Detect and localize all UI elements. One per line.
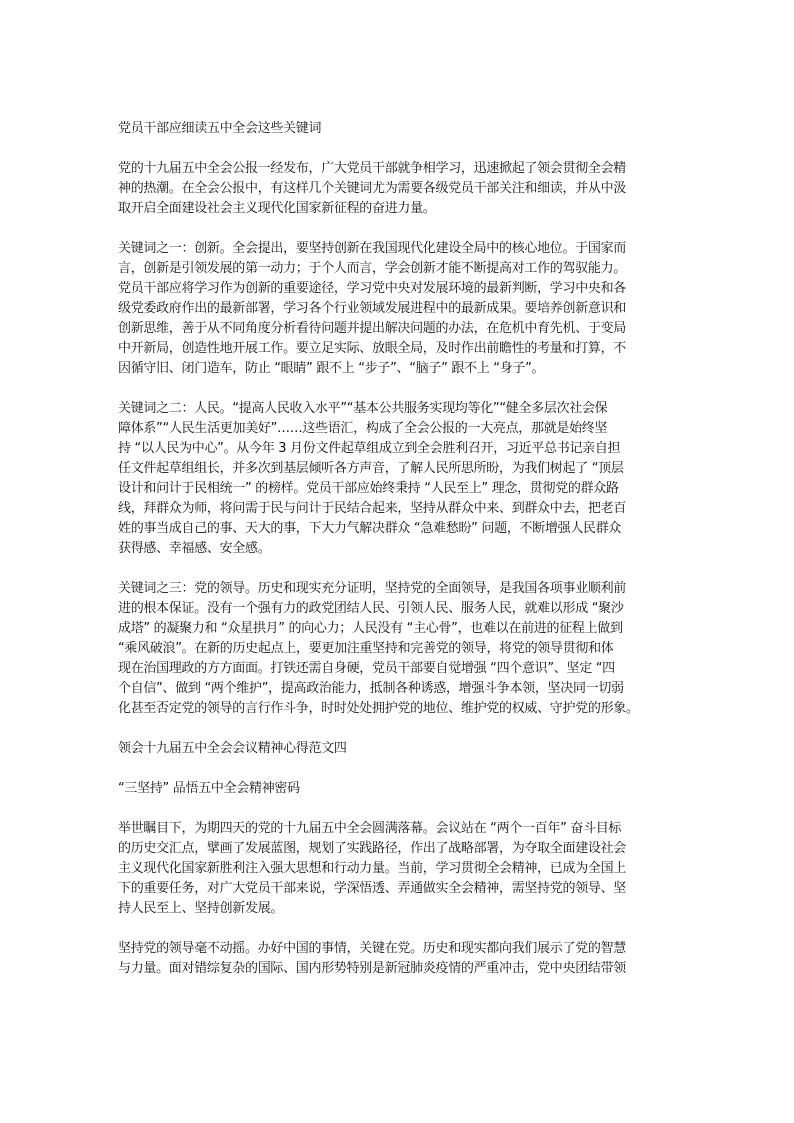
paragraph-keyword-innovation bbox=[118, 239, 680, 379]
text-line: 设计和问计于民相统一” 的榜样。党员干部应始终秉持 “人民至上” 理念，贯彻党的群众路 bbox=[118, 481, 619, 496]
text-line: 举世瞩目下，为期四天的党的十九届五中全会圆满落幕。会议站在 “两个一百年” 奋斗目标 bbox=[118, 821, 622, 836]
text-line: 神的热潮。在全会公报中，有这样几个关键词尤为需要各级党员干部关注和细读，并从中汲 bbox=[118, 181, 627, 196]
text-line: 主义现代化国家新胜利注入强大思想和行动力量。当前，学习贯彻全会精神，已成为全国上 bbox=[118, 861, 627, 876]
text-line: 领会十九届五中全会会议精神心得范文四 bbox=[118, 741, 347, 756]
text-line: 持人民至上、坚持创新发展。 bbox=[118, 901, 284, 916]
text-line: “乘风破浪”。在新的历史起点上，要更加注重坚持和完善党的领导，将党的领导贯彻和体 bbox=[118, 641, 614, 656]
text-line: 关键词之二：人民。“提高人民收入水平”“基本公共服务实现均等化”“健全多层次社会保 bbox=[118, 401, 608, 416]
paragraph-keyword-people bbox=[118, 399, 680, 559]
text-line: 持 “以人民为中心”。从今年 3 月份文件起草组成立到全会胜利召开，习近平总书记亲自担 bbox=[118, 441, 621, 456]
heading-title-1 bbox=[118, 119, 680, 139]
document-body bbox=[118, 119, 680, 999]
text-line: “三坚持” 品悟五中全会精神密码 bbox=[118, 781, 300, 796]
heading-title-3 bbox=[118, 779, 680, 799]
text-line: 党员干部应细读五中全会这些关键词 bbox=[118, 121, 322, 136]
text-line: 与力量。面对错综复杂的国际、国内形势特别是新冠肺炎疫情的严重冲击，党中央团结带领 bbox=[118, 961, 627, 976]
paragraph-plenum-summary bbox=[118, 819, 680, 919]
text-line: 下的重要任务，对广大党员干部来说，学深悟透、弄通做实全会精神，需坚持党的领导、坚 bbox=[118, 881, 627, 896]
text-line: 党的十九届五中全会公报一经发布，广大党员干部就争相学习，迅速掀起了领会贯彻全会精 bbox=[118, 161, 627, 176]
text-line: 任文件起草组组长，并多次到基层倾听各方声音，了解人民所思所盼，为我们树起了 “顶层 bbox=[118, 461, 624, 476]
paragraph-intro bbox=[118, 159, 680, 219]
text-line: 取开启全面建设社会主义现代化国家新征程的奋进力量。 bbox=[118, 201, 436, 216]
text-line: 获得感、幸福感、安全感。 bbox=[118, 541, 271, 556]
text-line: 障体系”“人民生活更加美好”……这些语汇，构成了全会公报的一大亮点，那就是始终坚 bbox=[118, 421, 608, 436]
text-line: 关键词之一：创新。全会提出，要坚持创新在我国现代化建设全局中的核心地位。于国家而 bbox=[118, 241, 627, 256]
text-line: 关键词之三：党的领导。历史和现实充分证明，坚持党的全面领导，是我国各项事业顺利前 bbox=[118, 581, 627, 596]
text-line: 党员干部应将学习作为创新的重要途径，学习党中央对发展环境的最新判断，学习中央和各 bbox=[118, 281, 627, 296]
text-line: 现在治国理政的方方面面。打铁还需自身硬，党员干部要自觉增强 “四个意识”、坚定 “四 bbox=[118, 661, 615, 676]
text-line: 级党委政府作出的最新部署，学习各个行业领域发展进程中的最新成果。要培养创新意识和 bbox=[118, 301, 627, 316]
paragraph-party-leadership-firm bbox=[118, 939, 680, 979]
text-line: 个自信”、做到 “两个维护”，提高政治能力，抵制各种诱惑，增强斗争本领，坚决同一切弱 bbox=[118, 681, 624, 696]
text-line: 的历史交汇点，擘画了发展蓝图，规划了实践路径，作出了战略部署，为夺取全面建设社会 bbox=[118, 841, 627, 856]
heading-title-2 bbox=[118, 739, 680, 759]
text-line: 言，创新是引领发展的第一动力；于个人而言，学会创新才能不断提高对工作的驾驭能力。 bbox=[118, 261, 627, 276]
paragraph-keyword-party-leadership bbox=[118, 579, 680, 719]
text-line: 因循守旧、闭门造车，防止 “眼睛” 跟不上 “步子”、“脑子” 跟不上 “身子”。 bbox=[118, 361, 545, 376]
text-line: 化甚至否定党的领导的言行作斗争，时时处处拥护党的地位、维护党的权威、守护党的形象。 bbox=[118, 701, 639, 716]
text-line: 创新思维，善于从不同角度分析看待问题并提出解决问题的办法，在危机中育先机、于变局 bbox=[118, 321, 627, 336]
text-line: 坚持党的领导毫不动摇。办好中国的事情，关键在党。历史和现实都向我们展示了党的智慧 bbox=[118, 941, 627, 956]
text-line: 进的根本保证。没有一个强有力的政党团结人民、引领人民、服务人民，就难以形成 “聚沙 bbox=[118, 601, 624, 616]
text-line: 线，拜群众为师，将问需于民与问计于民结合起来，坚持从群众中来、到群众中去，把老百 bbox=[118, 501, 627, 516]
text-line: 姓的事当成自己的事、天大的事，下大力气解决群众 “急难愁盼” 问题，不断增强人民群众 bbox=[118, 521, 622, 536]
text-line: 成塔” 的凝聚力和 “众星拱月” 的向心力；人民没有 “主心骨”，也难以在前进的征程上做到 bbox=[118, 621, 623, 636]
text-line: 中开新局，创造性地开展工作。要立足实际、放眼全局，及时作出前瞻性的考量和打算，不 bbox=[118, 341, 627, 356]
